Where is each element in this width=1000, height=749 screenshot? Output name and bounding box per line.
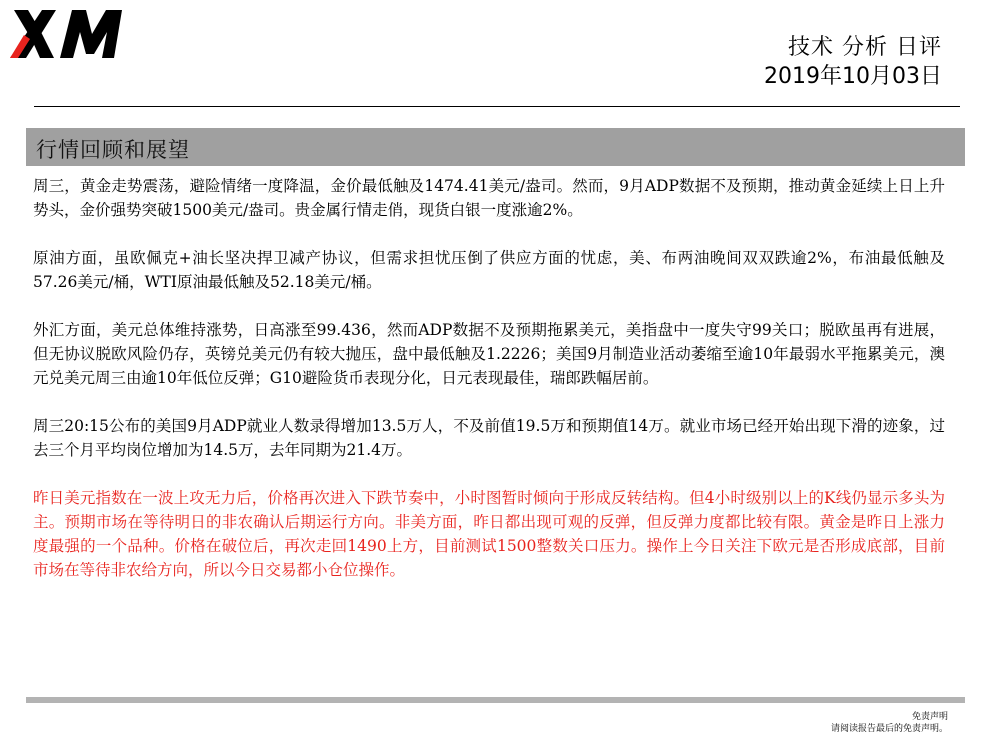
header-divider: [34, 106, 960, 107]
report-type: 技术 分析 日评: [788, 35, 942, 60]
paragraph-forex: 外汇方面，美元总体维持涨势，日高涨至99.436，然而ADP数据不及预期拖累美元，美指盘中一度失守99关口；脱欧虽再有进展，但无协议脱欧风险仍存，英镑兑美元仍有较大抛压，盘中最低触及1.2226；美国9月制造业活动萎缩至逾10年最弱水平拖累美元，澳元兑美元周三由逾10年低位反弹；G10避险货币表现分化，日元表现最佳，瑞郎跌幅居前。: [33, 321, 945, 387]
paragraph-oil: 原油方面，虽欧佩克+油长坚决捍卫减产协议，但需求担忧压倒了供应方面的忧虑，美、布两油晚间双双跌逾2%，布油最低触及57.26美元/桶，WTI原油最低触及52.18美元/桶。: [33, 249, 945, 291]
report-date: 2019年10月03日: [764, 64, 942, 89]
paragraph-adp: 周三20:15公布的美国9月ADP就业人数录得增加13.5万人，不及前值19.5万和预期值14万。就业市场已经开始出现下滑的迹象，过去三个月平均岗位增加为14.5万，去年同期为21.4万。: [33, 417, 945, 459]
section-title: 行情回顾和展望: [36, 138, 190, 162]
disclaimer-title: 免责声明: [911, 712, 948, 722]
footer-divider: [26, 697, 965, 703]
paragraph-outlook-highlight: 昨日美元指数在一波上攻无力后，价格再次进入下跌节奏中，小时图暂时倾向于形成反转结构。但4小时级别以上的K线仍显示多头为主。预期市场在等待明日的非农确认后期运行方向。非美方面，昨日都出现可观的反弹，但反弹力度都比较有限。黄金是昨日上涨力度最强的一个品种。价格在破位后，再次走回1490上方，目前测试1500整数关口压力。操作上今日关注下欧元是否形成底部，目前市场在等待非农给方向，所以今日交易都小仓位操作。: [33, 489, 945, 579]
section-header-bar: [26, 128, 965, 166]
report-body: [33, 174, 945, 606]
xm-logo: [10, 8, 135, 60]
disclaimer-note: 请阅读报告最后的免责声明。: [830, 724, 948, 734]
report-header: [764, 34, 942, 92]
disclaimer: [831, 711, 948, 735]
paragraph-gold: 周三，黄金走势震荡，避险情绪一度降温，金价最低触及1474.41美元/盎司。然而，9月ADP数据不及预期，推动黄金延续上日上升势头，金价强势突破1500美元/盎司。贵金属行情走俏，现货白银一度涨逾2%。: [33, 177, 945, 219]
